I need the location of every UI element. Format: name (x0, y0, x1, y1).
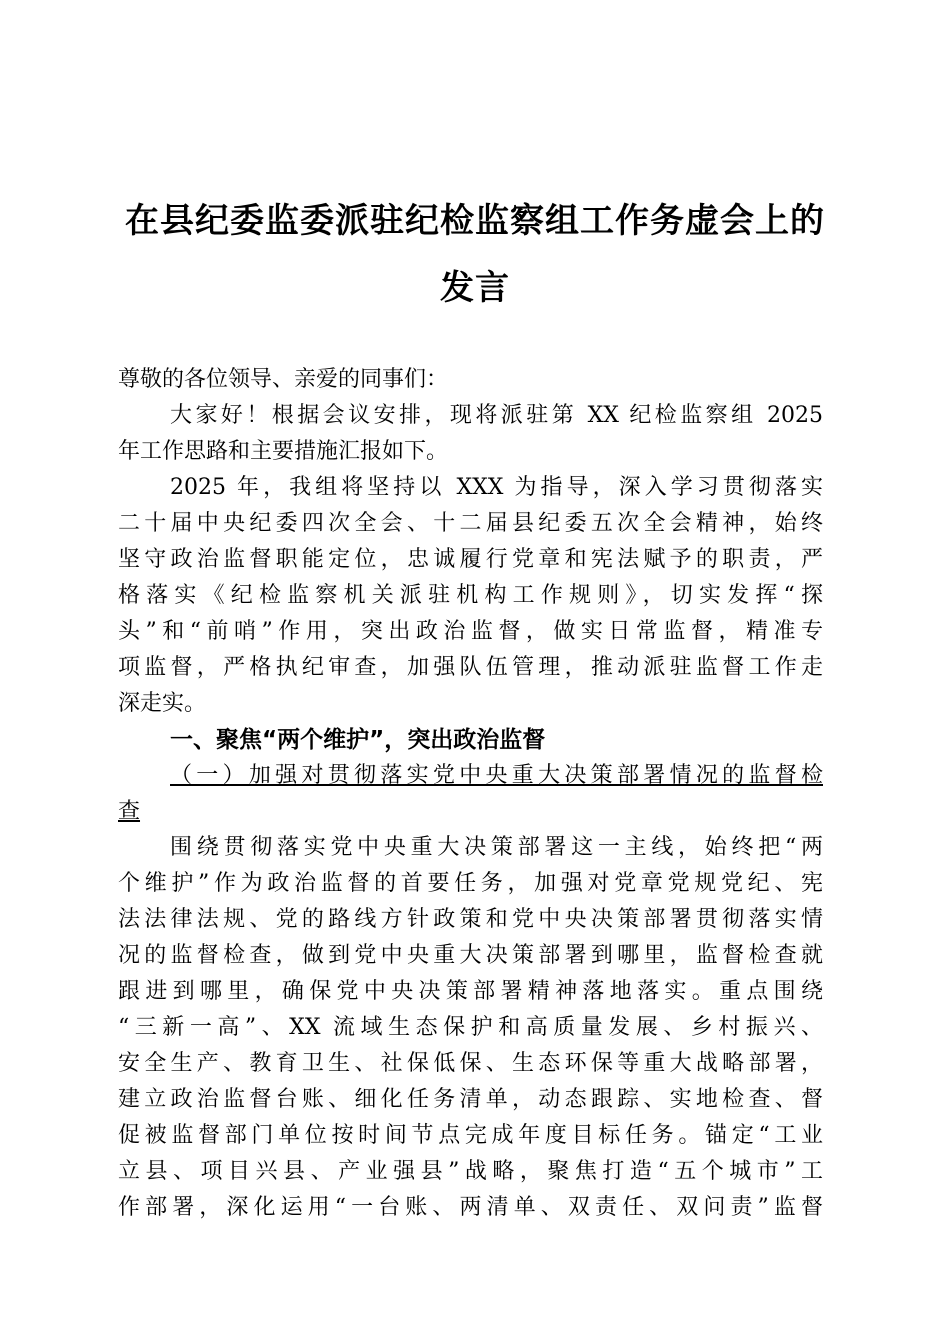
paragraph-line: 促被监督部门单位按时间节点完成年度目标任务。锚定“工业 (118, 1123, 823, 1148)
paragraph-line: 建立政治监督台账、细化任务清单，动态跟踪、实地检查、督 (118, 1087, 823, 1112)
paragraph-line: 围绕贯彻落实党中央重大决策部署这一主线，始终把“两 (170, 835, 823, 860)
paragraph-line: 个维护”作为政治监督的首要任务，加强对党章党规党纪、宪 (118, 871, 823, 896)
subsection-heading-text: （一）加强对贯彻落实党中央重大决策部署情况的监督检 (170, 763, 823, 788)
paragraph-line: 坚守政治监督职能定位，忠诚履行党章和宪法赋予的职责，严 (118, 547, 823, 572)
subsection-heading-1 (118, 758, 823, 830)
document-title-line-1: 在县纪委监委派驻纪检监察组工作务虚会上的 (125, 201, 825, 241)
paragraph-line: 作部署，深化运用“一台账、两清单、双责任、双问责”监督 (118, 1195, 823, 1220)
subsection-heading-line (118, 758, 823, 794)
document-title-line-2: 发言 (440, 268, 510, 308)
paragraph-line: 项监督，严格执纪审查，加强队伍管理，推动派驻监督工作走 (118, 655, 823, 680)
paragraph-line: 大家好！根据会议安排，现将派驻第 XX 纪检监察组 2025 (170, 403, 823, 428)
paragraph-line: 安全生产、教育卫生、社保低保、生态环保等重大战略部署， (118, 1051, 823, 1076)
paragraph-line: 深走实。 (118, 691, 207, 716)
paragraph-line: 2025 年，我组将坚持以 XXX 为指导，深入学习贯彻落实 (170, 475, 823, 500)
paragraph-line: 跟进到哪里，确保党中央决策部署精神落地落实。重点围绕 (118, 979, 823, 1004)
subsection-heading-line: 查 (118, 799, 141, 824)
paragraph-line: 况的监督检查，做到党中央重大决策部署到哪里，监督检查就 (118, 943, 823, 968)
paragraph-line: “三新一高”、XX 流域生态保护和高质量发展、乡村振兴、 (118, 1015, 823, 1040)
section-heading-1: 一、聚焦“两个维护”，突出政治监督 (170, 727, 546, 753)
paragraph-line: 格落实《纪检监察机关派驻机构工作规则》，切实发挥“探 (118, 583, 823, 608)
paragraph-line: 头”和“前哨”作用，突出政治监督，做实日常监督，精准专 (118, 619, 823, 644)
salutation: 尊敬的各位领导、亲爱的同事们： (118, 367, 449, 392)
paragraph-greeting (118, 398, 823, 470)
paragraph-line: 立县、项目兴县、产业强县”战略，聚焦打造“五个城市”工 (118, 1159, 823, 1184)
paragraph-line: 年工作思路和主要措施汇报如下。 (118, 439, 449, 464)
paragraph-political-supervision (118, 830, 823, 1226)
paragraph-overview (118, 470, 823, 722)
paragraph-line: 二十届中央纪委四次全会、十二届县纪委五次全会精神，始终 (118, 511, 823, 536)
paragraph-line: 法法律法规、党的路线方针政策和党中央决策部署贯彻落实情 (118, 907, 823, 932)
document-body (118, 362, 823, 1226)
